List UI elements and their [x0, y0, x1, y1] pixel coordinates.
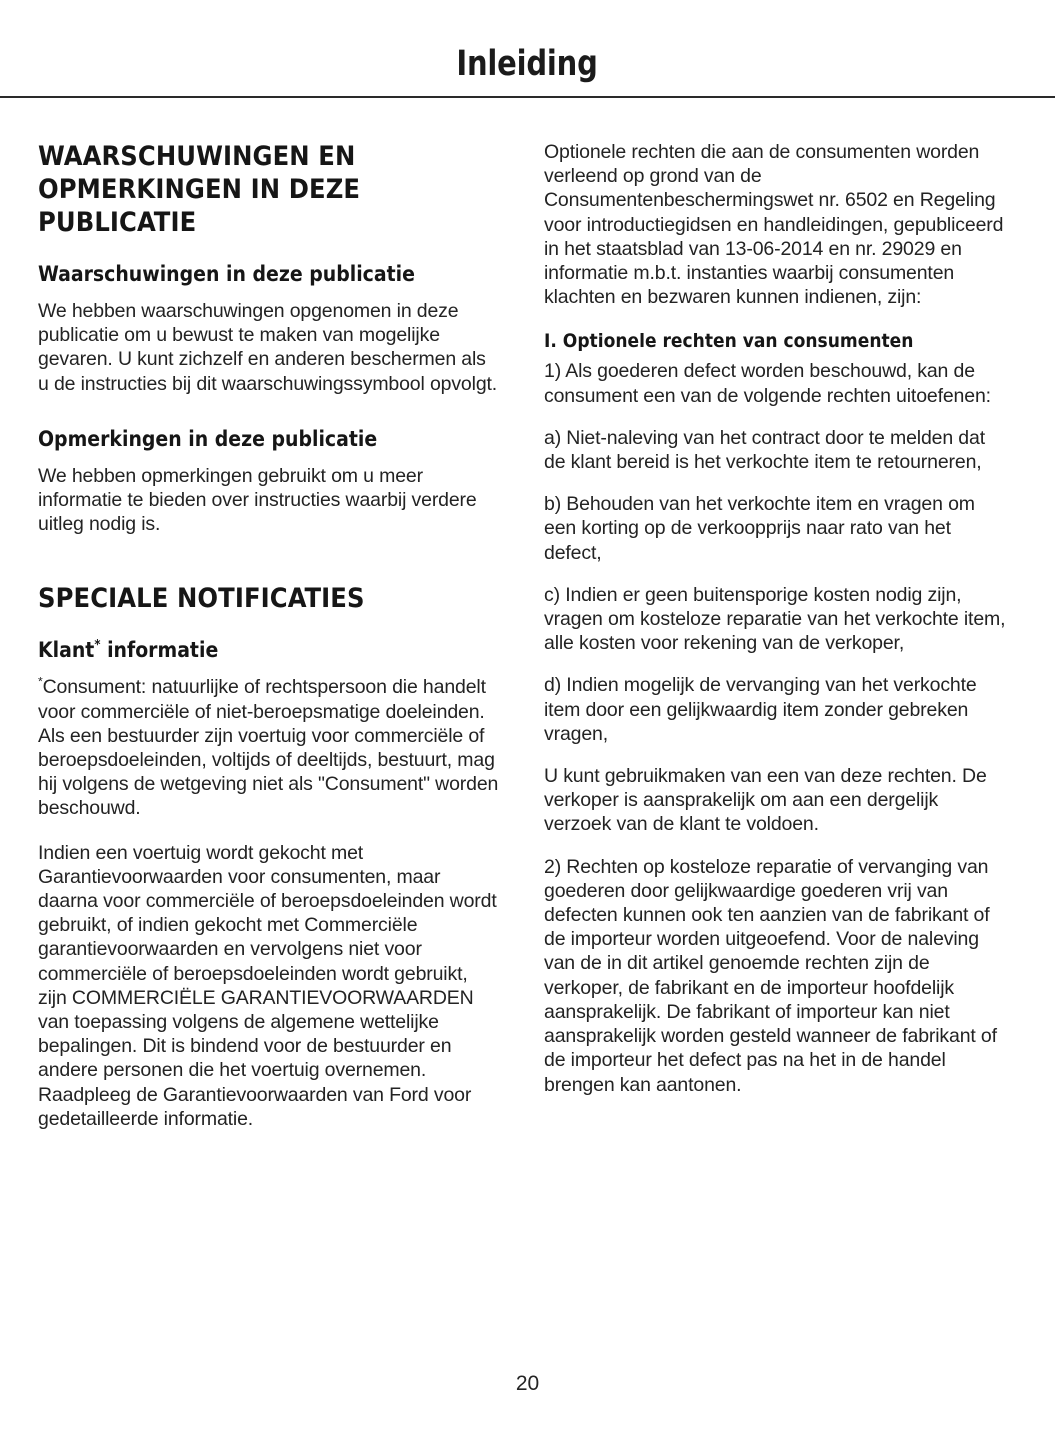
section-heading-special-notices: SPECIALE NOTIFICATIES: [38, 583, 365, 615]
paragraph-seller-liability: U kunt gebruikmaken van een van deze rechten. De verkoper is aansprakelijk om aan een dergelijk verzoek van de klant te voldoen.: [544, 765, 987, 836]
subsection-heading-notes: Opmerkingen in deze publicatie: [38, 426, 378, 451]
paragraph-item-b: b) Behouden van het verkochte item en vragen om een korting op de verkoopprijs naar rato van het defect,: [544, 493, 975, 564]
customer-heading-main: Klant: [38, 638, 95, 663]
paragraph-notes-intro: We hebben opmerkingen gebruikt om u meer informatie te bieden over instructies waarbij verdere uitleg nodig is.: [38, 464, 477, 536]
paragraph-item-d: d) Indien mogelijk de vervanging van het verkochte item door een gelijkwaardig item zonder gebreken vragen,: [544, 674, 977, 745]
left-column: [38, 140, 500, 1131]
page-number: 20: [515, 1372, 540, 1395]
asterisk-superscript-footnote: *: [38, 674, 43, 689]
paragraph-item-a: a) Niet-naleving van het contract door te melden dat de klant bereid is het verkochte item te retourneren,: [544, 426, 985, 474]
paragraph-warnings-intro: We hebben waarschuwingen opgenomen in deze publicatie om u bewust te maken van mogelijke gevaren. U kunt zichzelf en anderen beschermen als u de instructies bij dit waarschuwingssymbool opvolgt.: [38, 300, 498, 395]
page-title: Inleiding: [456, 44, 598, 84]
customer-heading-rest: informatie: [107, 638, 219, 663]
subsection-heading-warnings: Waarschuwingen in deze publicatie: [38, 262, 415, 286]
two-column-body: [38, 140, 1020, 1131]
page-footer: [0, 1372, 1055, 1396]
header-divider: [0, 96, 1055, 98]
right-column: [544, 140, 1006, 1131]
paragraph-item-2: 2) Rechten op kosteloze reparatie of vervanging van goederen door gelijkwaardige goederen vrij van defecten kunnen ook ten aanzien van de fabrikant of de importeur worden uitgeoefend. Voor de naleving van de in dit artikel genoemde rechten zijn de verkoper, de fabrikant en de importeur hoofdelijk aansprakelijk. De fabrikant of importeur kan niet aansprakelijk worden gesteld wanneer de fabrikant of de importeur het defect pas na het in de handel brengen kan aantonen.: [544, 855, 997, 1096]
page-header: [32, 0, 1022, 96]
subsection-heading-optional-consumer-rights: I. Optionele rechten van consumenten: [544, 330, 914, 353]
subsection-heading-customer-information: [38, 637, 500, 663]
section-heading-warnings-and-notes: WAARSCHUWINGEN EN OPMERKINGEN IN DEZE PUBLICATIE: [38, 141, 361, 238]
paragraph-item-1: 1) Als goederen defect worden beschouwd, kan de consument een van de volgende rechten uitoefenen:: [544, 360, 991, 407]
paragraph-optional-rights-intro: Optionele rechten die aan de consumenten worden verleend op grond van de Consumentenbeschermingswet nr. 6502 en Regeling voor introductiegidsen en handleidingen, gepubliceerd in het staatsblad van 13-06-2014 en nr. 29029 en informatie m.b.t. instanties waarbij consumenten klachten en bezwaren kunnen indienen, zijn:: [544, 141, 1004, 309]
paragraph-consumer-definition: [38, 675, 500, 820]
paragraph-item-c: c) Indien er geen buitensporige kosten nodig zijn, vragen om kosteloze reparatie van het verkochte item, alle kosten voor rekening van de verkoper,: [544, 583, 1006, 655]
paragraph-warranty-conditions: Indien een voertuig wordt gekocht met Garantievoorwaarden voor consumenten, maar daarna voor commerciële of beroepsdoeleinden wordt gebruikt, of indien gekocht met Commerciële garantievoorwaarden en vervolgens niet voor commerciële of beroepsdoeleinden wordt gebruikt, zijn COMMERCIËLE GARANTIEVOORWAARDEN van toepassing volgens de algemene wettelijke bepalingen. Dit is bindend voor de bestuurder en andere personen die het voertuig overnemen. Raadpleeg de Garantievoorwaarden van Ford voor gedetailleerde informatie.: [38, 841, 497, 1130]
consumer-definition-text: Consument: natuurlijke of rechtspersoon die handelt voor commerciële of niet-beroepsmatige doeleinden. Als een bestuurder zijn voertuig voor commerciële of beroepsdoeleinden, voltijds of deeltijds, bestuurt, mag hij volgens de wetgeving niet als "Consument" worden beschouwd.: [38, 676, 499, 820]
asterisk-superscript-heading: *: [94, 638, 101, 654]
